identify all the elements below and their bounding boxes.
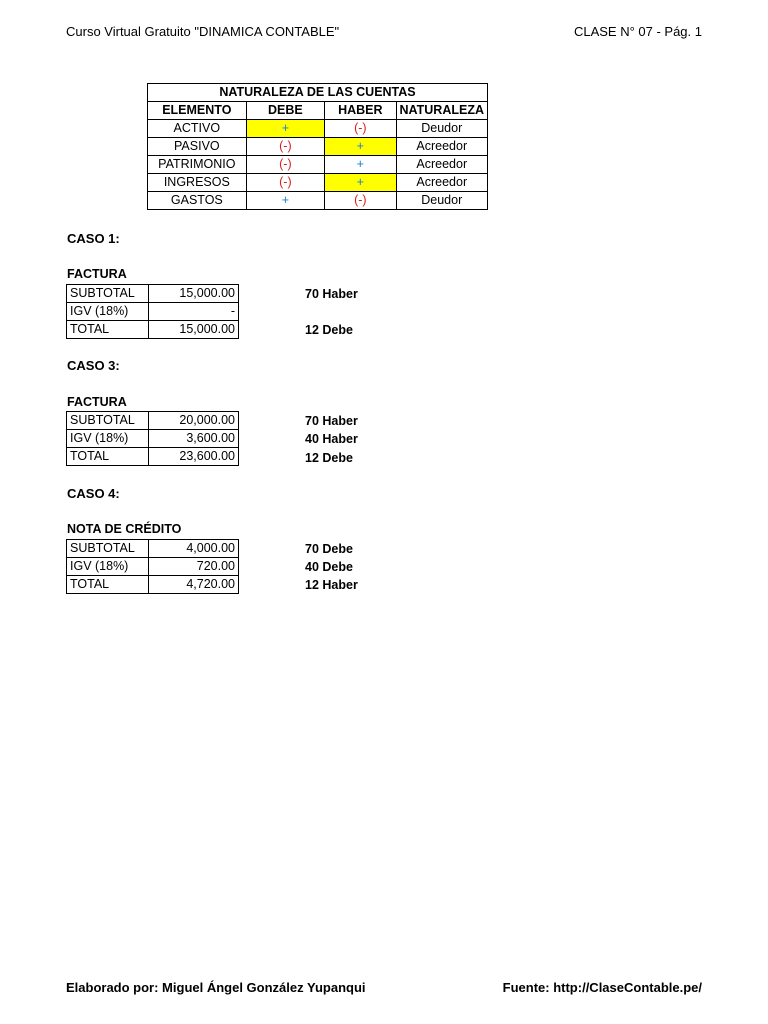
nature-table-title: NATURALEZA DE LAS CUENTAS <box>148 84 488 102</box>
haber-cell: (-) <box>325 192 396 210</box>
row-label: SUBTOTAL <box>67 540 149 558</box>
row-value: 15,000.00 <box>149 285 239 303</box>
caso-4-note-total: 12 Haber <box>305 578 358 592</box>
caso-1-doc-type: FACTURA <box>67 267 127 281</box>
col-header-haber: HABER <box>325 102 396 120</box>
row-label: IGV (18%) <box>67 558 149 576</box>
elemento-cell: INGRESOS <box>148 174 247 192</box>
caso-3-table <box>66 411 239 466</box>
col-header-naturaleza: NATURALEZA <box>396 102 487 120</box>
header-course-title: Curso Virtual Gratuito "DINAMICA CONTABLE" <box>66 24 340 39</box>
table-row <box>67 576 239 594</box>
row-label: IGV (18%) <box>67 430 149 448</box>
naturaleza-cell: Deudor <box>396 192 487 210</box>
row-value: 15,000.00 <box>149 321 239 339</box>
table-row <box>148 138 488 156</box>
caso-3-note-total: 12 Debe <box>305 451 353 465</box>
row-value: 3,600.00 <box>149 430 239 448</box>
row-value: - <box>149 303 239 321</box>
row-label: SUBTOTAL <box>67 412 149 430</box>
footer-source: Fuente: http://ClaseContable.pe/ <box>502 980 702 995</box>
caso-4-note-subtotal: 70 Debe <box>305 542 353 556</box>
caso-4-doc-type: NOTA DE CRÉDITO <box>67 522 182 536</box>
debe-cell: + <box>246 120 324 138</box>
elemento-cell: PATRIMONIO <box>148 156 247 174</box>
row-label: TOTAL <box>67 321 149 339</box>
haber-cell: (-) <box>325 120 396 138</box>
table-row <box>67 430 239 448</box>
row-value: 20,000.00 <box>149 412 239 430</box>
row-label: TOTAL <box>67 576 149 594</box>
caso-1-title: CASO 1: <box>67 231 120 246</box>
caso-3-note-igv: 40 Haber <box>305 432 358 446</box>
footer-author: Elaborado por: Miguel Ángel González Yupanqui <box>66 980 366 995</box>
nature-table <box>147 83 488 210</box>
caso-4-table <box>66 539 239 594</box>
row-value: 4,720.00 <box>149 576 239 594</box>
haber-cell: + <box>325 138 396 156</box>
table-row <box>67 558 239 576</box>
caso-3-doc-type: FACTURA <box>67 395 127 409</box>
naturaleza-cell: Deudor <box>396 120 487 138</box>
caso-3-note-subtotal: 70 Haber <box>305 414 358 428</box>
table-row <box>67 412 239 430</box>
table-row <box>148 174 488 192</box>
table-row <box>67 303 239 321</box>
elemento-cell: GASTOS <box>148 192 247 210</box>
elemento-cell: PASIVO <box>148 138 247 156</box>
naturaleza-cell: Acreedor <box>396 174 487 192</box>
caso-4-title: CASO 4: <box>67 486 120 501</box>
naturaleza-cell: Acreedor <box>396 156 487 174</box>
elemento-cell: ACTIVO <box>148 120 247 138</box>
row-label: TOTAL <box>67 448 149 466</box>
haber-cell: + <box>325 174 396 192</box>
col-header-debe: DEBE <box>246 102 324 120</box>
debe-cell: + <box>246 192 324 210</box>
caso-3-title: CASO 3: <box>67 358 120 373</box>
row-value: 720.00 <box>149 558 239 576</box>
caso-4-note-igv: 40 Debe <box>305 560 353 574</box>
table-row <box>148 120 488 138</box>
row-value: 23,600.00 <box>149 448 239 466</box>
col-header-elemento: ELEMENTO <box>148 102 247 120</box>
table-row <box>67 285 239 303</box>
table-row <box>148 192 488 210</box>
caso-1-table <box>66 284 239 339</box>
naturaleza-cell: Acreedor <box>396 138 487 156</box>
row-label: SUBTOTAL <box>67 285 149 303</box>
table-row <box>148 156 488 174</box>
row-label: IGV (18%) <box>67 303 149 321</box>
table-row <box>67 448 239 466</box>
table-row <box>67 540 239 558</box>
row-value: 4,000.00 <box>149 540 239 558</box>
table-row <box>67 321 239 339</box>
caso-1-note-total: 12 Debe <box>305 323 353 337</box>
caso-1-note-subtotal: 70 Haber <box>305 287 358 301</box>
debe-cell: (-) <box>246 156 324 174</box>
header-page-number: CLASE N° 07 - Pág. 1 <box>573 24 702 39</box>
debe-cell: (-) <box>246 174 324 192</box>
debe-cell: (-) <box>246 138 324 156</box>
haber-cell: + <box>325 156 396 174</box>
